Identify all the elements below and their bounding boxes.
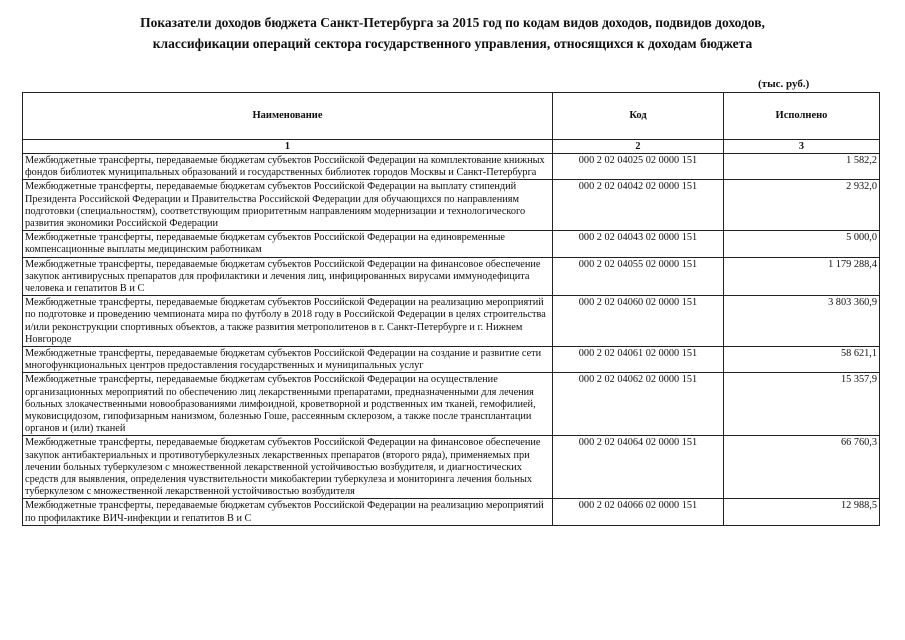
row-value: 66 760,3 [724,436,880,499]
row-name: Межбюджетные трансферты, передаваемые бюджетам субъектов Российской Федерации на единовременные компенсационные выплаты медицинским работникам [23,231,553,257]
row-value: 1 179 288,4 [724,257,880,296]
title-line-1: Показатели доходов бюджета Санкт-Петербурга за 2015 год по кодам видов доходов, подвидов доходов, [140,15,765,30]
table-row [23,257,880,296]
row-code: 000 2 02 04062 02 0000 151 [553,373,724,436]
header-name: Наименование [23,93,553,140]
title-line-2: классификации операций сектора государственного управления, относящихся к доходам бюджета [152,36,753,51]
row-code: 000 2 02 04066 02 0000 151 [553,499,724,525]
row-value: 58 621,1 [724,347,880,373]
unit-label: (тыс. руб.) [758,78,810,90]
row-name: Межбюджетные трансферты, передаваемые бюджетам субъектов Российской Федерации на реализацию мероприятий по подготовке и проведению чемпионата мира по футболу в 2018 году в Российской Федерации в целях строительства и/или реконструкции спортивных объектов, а также развития метрополитенов в г. Санкт-Петербурге и г. Нижнем Новгороде [23,296,553,347]
row-code: 000 2 02 04025 02 0000 151 [553,154,724,180]
column-number: 2 [553,140,724,154]
table-row [23,231,880,257]
column-number: 1 [23,140,553,154]
table-row [23,154,880,180]
header-value: Исполнено [724,93,880,140]
table-row [23,180,880,231]
row-value: 12 988,5 [724,499,880,525]
row-value: 3 803 360,9 [724,296,880,347]
row-value: 1 582,2 [724,154,880,180]
row-value: 5 000,0 [724,231,880,257]
column-number: 3 [724,140,880,154]
row-code: 000 2 02 04042 02 0000 151 [553,180,724,231]
row-value: 15 357,9 [724,373,880,436]
row-code: 000 2 02 04055 02 0000 151 [553,257,724,296]
row-name: Межбюджетные трансферты, передаваемые бюджетам субъектов Российской Федерации на комплектование книжных фондов библиотек муниципальных образований и государственных библиотек городов Москвы и Санкт-Петербурга [23,154,553,180]
header-code: Код [553,93,724,140]
table-row [23,373,880,436]
table-row [23,499,880,525]
table-row [23,436,880,499]
table-row [23,296,880,347]
row-name: Межбюджетные трансферты, передаваемые бюджетам субъектов Российской Федерации на осуществление организационных мероприятий по обеспечению лиц лекарственными препаратами, предназначенными для лечения больных злокачественными новообразованиями лимфоидной, кроветворной и родственных им тканей, гемофилией, муковисцидозом, гипофизарным нанизмом, болезнью Гоше, рассеянным склерозом, а также после трансплантации органов и (или) тканей [23,373,553,436]
column-number-row [23,140,880,154]
row-code: 000 2 02 04060 02 0000 151 [553,296,724,347]
row-name: Межбюджетные трансферты, передаваемые бюджетам субъектов Российской Федерации на выплату стипендий Президента Российской Федерации и Правительства Российской Федерации для обучающихся по направлениям подготовки (специальностям), соответствующим приоритетным направлениям модернизации и технологического развития экономики Российской Федерации [23,180,553,231]
header-row [23,93,880,140]
row-code: 000 2 02 04061 02 0000 151 [553,347,724,373]
row-code: 000 2 02 04043 02 0000 151 [553,231,724,257]
row-name: Межбюджетные трансферты, передаваемые бюджетам субъектов Российской Федерации на финансовое обеспечение закупок антивирусных препаратов для профилактики и лечения лиц, инфицированных вирусами иммунодефицита человека и гепатитов В и С [23,257,553,296]
row-name: Межбюджетные трансферты, передаваемые бюджетам субъектов Российской Федерации на финансовое обеспечение закупок антибактериальных и противотуберкулезных лекарственных препаратов (второго ряда), применяемых при лечении больных туберкулезом с множественной лекарственной устойчивостью возбудителя, и диагностических средств для выявления, определения чувствительности микобактерии туберкулеза и мониторинга лечения больных туберкулезом с множественной лекарственной устойчивостью возбудителя [23,436,553,499]
revenue-table [22,92,880,526]
row-code: 000 2 02 04064 02 0000 151 [553,436,724,499]
row-value: 2 932,0 [724,180,880,231]
table-row [23,347,880,373]
document-title [0,12,905,54]
row-name: Межбюджетные трансферты, передаваемые бюджетам субъектов Российской Федерации на создание и развитие сети многофункциональных центров предоставления государственных и муниципальных услуг [23,347,553,373]
row-name: Межбюджетные трансферты, передаваемые бюджетам субъектов Российской Федерации на реализацию мероприятий по профилактике ВИЧ-инфекции и гепатитов В и С [23,499,553,525]
